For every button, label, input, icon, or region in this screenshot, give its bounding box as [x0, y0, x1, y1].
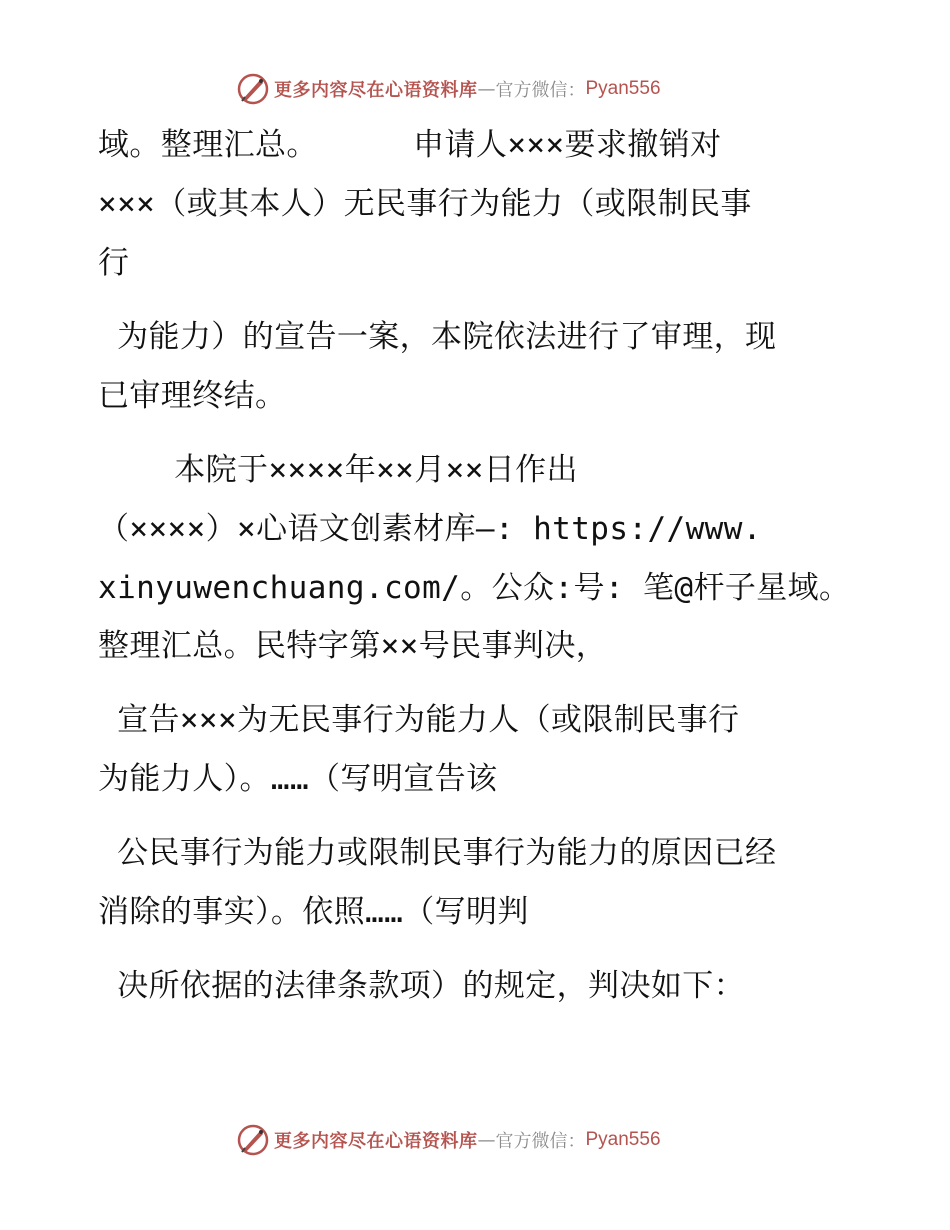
header-banner [236, 72, 661, 106]
body-line: 已审理终结。 [98, 378, 287, 414]
body-line: 为能力人）。……（写明宣告该 [98, 761, 498, 797]
quill-pen-logo-icon [236, 72, 270, 106]
banner-separator: — [477, 78, 496, 100]
body-line: 为能力）的宣告一案，本院依法进行了审理，现 [98, 319, 777, 355]
body-line: 宣告×××为无民事行为能力人（或限制民事行 [98, 702, 740, 738]
banner-title: 更多内容尽在心语资料库 [274, 80, 478, 101]
body-line: 本院于××××年××月××日作出 [98, 452, 578, 488]
body-line: 消除的事实）。依照……（写明判 [98, 894, 529, 930]
banner-wechat-id: Pyan556 [585, 1129, 661, 1150]
footer-banner [236, 1123, 661, 1157]
banner-wechat-id: Pyan556 [585, 78, 661, 99]
banner-title: 更多内容尽在心语资料库 [274, 1131, 478, 1152]
body-line: xinyuwenchuang.com/。公众:号: 笔@杆子星域。 [98, 570, 851, 606]
body-line: 公民事行为能力或限制民事行为能力的原因已经 [98, 835, 777, 871]
body-line: 决所依据的法律条款项）的规定，判决如下： [98, 968, 746, 1004]
quill-pen-logo-icon [236, 1123, 270, 1157]
banner-official-label: 官方微信： [495, 80, 586, 101]
body-line: 行 [98, 245, 130, 281]
body-line: （××××）×心语文创素材库—: https://www. [98, 511, 762, 547]
body-line: 整理汇总。民特字第××号民事判决， [98, 628, 608, 664]
banner-separator: — [477, 1129, 496, 1151]
body-line: 域。整理汇总。 申请人×××要求撤销对 [98, 127, 722, 163]
banner-official-label: 官方微信： [495, 1131, 586, 1152]
body-line: ×××（或其本人）无民事行为能力（或限制民事 [98, 186, 752, 222]
